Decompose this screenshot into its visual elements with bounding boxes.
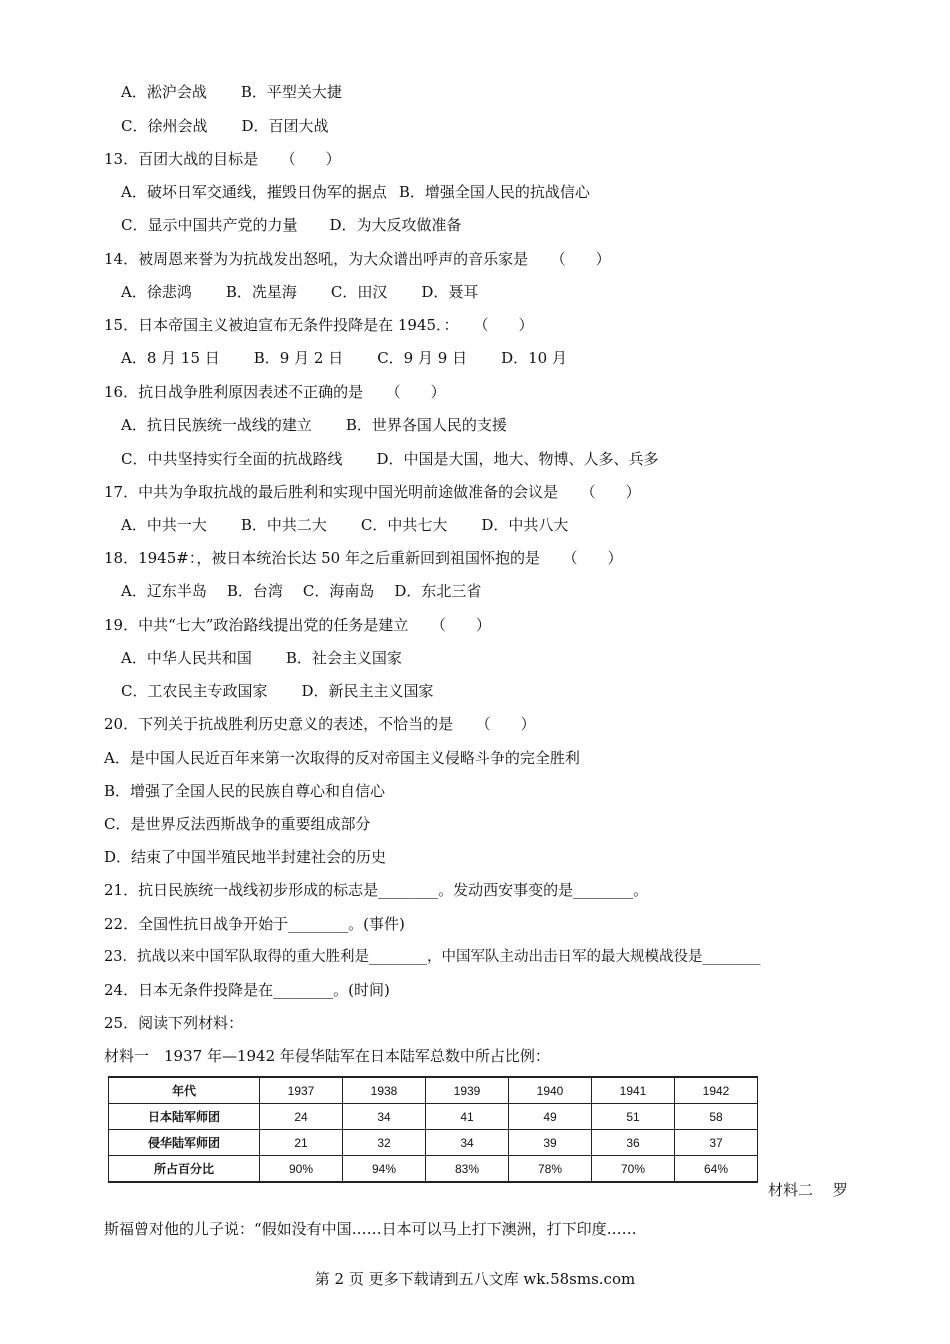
- option-a: A．中共一大: [121, 516, 207, 534]
- page-footer: 第 2 页 更多下载请到五八文库 wk.58sms.com: [314, 1270, 636, 1288]
- table-cell: 83%: [426, 1156, 509, 1183]
- q17-options: [121, 515, 568, 535]
- q20-option-d: D．结束了中国半殖民地半封建社会的历史: [104, 848, 387, 866]
- q15-options: [121, 348, 567, 368]
- question-22: 22．全国性抗日战争开始于________。(事件): [104, 915, 405, 933]
- option-b: B．台湾: [226, 582, 283, 600]
- material-2-text: 斯福曾对他的儿子说：“假如没有中国……日本可以马上打下澳洲，打下印度……: [104, 1220, 637, 1238]
- option-a: A．淞沪会战: [121, 83, 207, 101]
- q16-options-row1: [121, 415, 507, 435]
- q14-options: [121, 282, 478, 302]
- option-a: A．抗日民族统一战线的建立: [121, 416, 312, 434]
- option-b: B．9 月 2 日: [253, 349, 344, 367]
- option-a: A．破坏日军交通线，摧毁日伪军的据点: [121, 183, 387, 201]
- table-cell: 39: [509, 1130, 592, 1156]
- material-2-caption: 材料二 罗: [768, 1181, 848, 1199]
- question-16: 16．抗日战争胜利原因表述不正确的是 （ ）: [104, 383, 446, 401]
- table-cell: 1942: [675, 1077, 758, 1104]
- table-cell: 94%: [343, 1156, 426, 1183]
- table-cell: 58: [675, 1104, 758, 1130]
- option-c: C．中共坚持实行全面的抗战路线: [121, 450, 343, 468]
- table-cell: 49: [509, 1104, 592, 1130]
- table-cell: 70%: [592, 1156, 675, 1183]
- table-cell: 64%: [675, 1156, 758, 1183]
- option-b: B．世界各国人民的支援: [345, 416, 507, 434]
- option-b: B．冼星海: [225, 283, 297, 301]
- q12-options-row1: [121, 82, 342, 102]
- question-14: 14．被周恩来誉为为抗战发出怒吼，为大众谱出呼声的音乐家是 （ ）: [104, 250, 611, 268]
- option-a: A．8 月 15 日: [121, 349, 220, 367]
- option-d: D．为大反攻做准备: [329, 216, 462, 234]
- question-19: 19．中共“七大”政治路线提出党的任务是建立 （ ）: [104, 616, 491, 634]
- option-c: C．中共七大: [360, 516, 448, 534]
- table-cell: 1939: [426, 1077, 509, 1104]
- option-c: C．显示中国共产党的力量: [121, 216, 298, 234]
- option-c: C．田汉: [330, 283, 388, 301]
- option-c: C．徐州会战: [121, 117, 208, 135]
- option-d: D．新民主主义国家: [301, 682, 434, 700]
- table-cell: 37: [675, 1130, 758, 1156]
- option-b: B．社会主义国家: [285, 649, 402, 667]
- question-17: 17．中共为争取抗战的最后胜利和实现中国光明前途做准备的会议是 （ ）: [104, 483, 641, 501]
- question-13: 13．百团大战的目标是 （ ）: [104, 150, 341, 168]
- table-row: [109, 1104, 758, 1130]
- army-ratio-table: [108, 1076, 758, 1183]
- q12-options-row2: [121, 116, 329, 136]
- q20-option-c: C．是世界反法西斯战争的重要组成部分: [104, 815, 371, 833]
- q13-options-row2: [121, 215, 462, 235]
- option-d: D．东北三省: [394, 582, 482, 600]
- table-cell: 78%: [509, 1156, 592, 1183]
- table-cell: 34: [343, 1104, 426, 1130]
- table-cell: 1941: [592, 1077, 675, 1104]
- question-23: 23．抗战以来中国军队取得的重大胜利是________，中国军队主动出击日军的最大规模战役是________: [104, 949, 761, 965]
- table-cell: 1940: [509, 1077, 592, 1104]
- option-d: D．中国是大国，地大、物博、人多、兵多: [376, 450, 659, 468]
- q18-options: [121, 581, 481, 601]
- table-cell: 所占百分比: [109, 1156, 260, 1183]
- table-cell: 21: [260, 1130, 343, 1156]
- table-cell: 年代: [109, 1077, 260, 1104]
- question-20: 20．下列关于抗战胜利历史意义的表述，不恰当的是 （ ）: [104, 715, 536, 733]
- table-cell: 41: [426, 1104, 509, 1130]
- table-cell: 1937: [260, 1077, 343, 1104]
- q19-options-row2: [121, 681, 434, 701]
- table-cell: 24: [260, 1104, 343, 1130]
- option-c: C．海南岛: [302, 582, 375, 600]
- material-1-caption: 材料一 1937 年—1942 年侵华陆军在日本陆军总数中所占比例：: [104, 1047, 550, 1065]
- option-b: B．平型关大捷: [240, 83, 342, 101]
- table-cell: 日本陆军师团: [109, 1104, 260, 1130]
- option-a: A．中华人民共和国: [121, 649, 252, 667]
- table-cell: 34: [426, 1130, 509, 1156]
- q19-options-row1: [121, 648, 402, 668]
- option-b: B．增强全国人民的抗战信心: [398, 183, 590, 201]
- table-row: [109, 1156, 758, 1183]
- q13-options-row1: [121, 182, 590, 202]
- option-d: D．中共八大: [481, 516, 569, 534]
- option-d: D．百团大战: [241, 117, 329, 135]
- question-25: 25．阅读下列材料：: [104, 1014, 244, 1032]
- question-15: 15．日本帝国主义被迫宣布无条件投降是在 1945．： （ ）: [104, 316, 534, 334]
- option-a: A．徐悲鸿: [121, 283, 192, 301]
- q16-options-row2: [121, 449, 659, 469]
- option-b: B．中共二大: [240, 516, 327, 534]
- table-cell: 51: [592, 1104, 675, 1130]
- table-cell: 1938: [343, 1077, 426, 1104]
- table-cell: 侵华陆军师团: [109, 1130, 260, 1156]
- q20-option-a: A．是中国人民近百年来第一次取得的反对帝国主义侵略斗争的完全胜利: [104, 749, 580, 767]
- option-c: C．9 月 9 日: [377, 349, 468, 367]
- option-d: D．10 月: [501, 349, 567, 367]
- table-row: [109, 1130, 758, 1156]
- option-d: D．聂耳: [421, 283, 479, 301]
- table-header-row: [109, 1077, 758, 1104]
- question-24: 24．日本无条件投降是在________。(时间): [104, 981, 390, 999]
- option-c: C．工农民主专政国家: [121, 682, 268, 700]
- table-cell: 36: [592, 1130, 675, 1156]
- question-18: 18．1945#：，被日本统治长达 50 年之后重新回到祖国怀抱的是 （ ）: [104, 549, 623, 567]
- table-cell: 32: [343, 1130, 426, 1156]
- option-a: A．辽东半岛: [121, 582, 207, 600]
- table-cell: 90%: [260, 1156, 343, 1183]
- q20-option-b: B．增强了全国人民的民族自尊心和自信心: [104, 782, 386, 800]
- question-21: 21．抗日民族统一战线初步形成的标志是________。发动西安事变的是________。: [104, 881, 649, 899]
